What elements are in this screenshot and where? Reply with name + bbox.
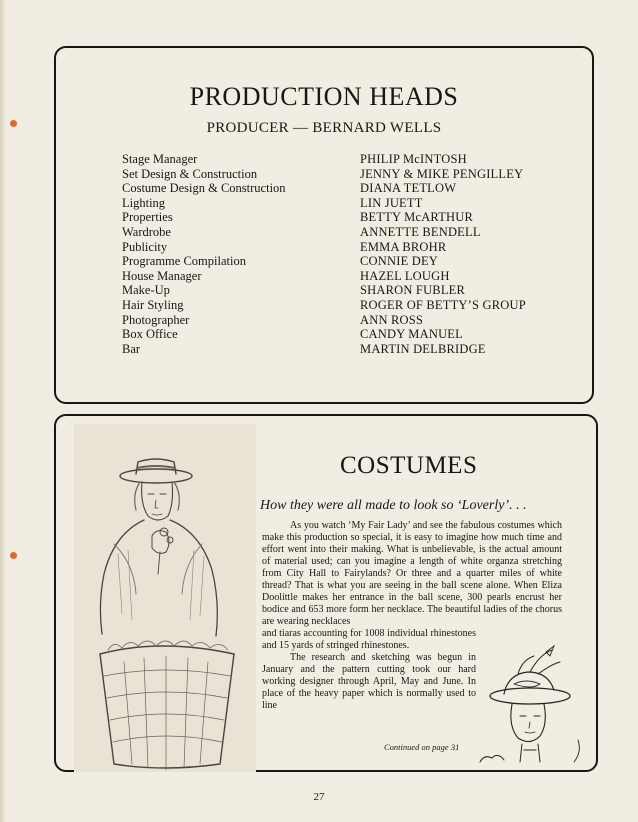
crew-row	[122, 283, 582, 298]
crew-name: JENNY & MIKE PENGILLEY	[360, 166, 524, 181]
crew-role: Set Design & Construction	[122, 166, 258, 181]
producer-line: PRODUCER — BERNARD WELLS	[206, 120, 442, 136]
crew-name: PHILIP McINTOSH	[360, 152, 467, 166]
crew-role: House Manager	[122, 268, 202, 283]
crew-name: CONNIE DEY	[360, 254, 439, 269]
crew-row	[122, 152, 582, 167]
article-paragraph: As you watch ‘My Fair Lady’ and see the fabulous costumes which make this production so special, it is easy to imagine how much time and effort went into their making. What is unbelievable, is the actual amount of material used; can you imagine a length of white organza stretching from City Hall to Fairylands? Or three and a quarter miles of white thread? That is what you are seeing in the ball scene alone. When Eliza Doolittle makes her entrance in the ball scene, 300 pearls encrust her bodice and 653 more form her necklace. The beautiful ladies of the chorus are wearing necklaces	[262, 520, 562, 627]
crew-role: Photographer	[122, 312, 190, 327]
flower-seller-sketch	[74, 424, 256, 772]
crew-role: Bar	[122, 341, 141, 356]
page-edge	[0, 0, 6, 822]
crew-row	[122, 225, 582, 240]
crew-role: Stage Manager	[122, 152, 198, 166]
crew-row	[122, 240, 582, 255]
crew-list	[122, 152, 582, 356]
crew-row	[122, 269, 582, 284]
crew-name: ROGER OF BETTY’S GROUP	[360, 297, 526, 312]
crew-row	[122, 196, 582, 211]
crew-role: Programme Compilation	[122, 254, 246, 269]
costumes-subtitle: How they were all made to look so ‘Loverly’. . .	[260, 498, 527, 513]
lady-in-hat-sketch	[478, 644, 586, 772]
crew-role: Wardrobe	[122, 224, 171, 239]
crew-role: Box Office	[122, 327, 178, 342]
costumes-panel	[54, 414, 598, 772]
production-heads-title: PRODUCTION HEADS	[189, 82, 459, 111]
article-paragraph: The research and sketching was begun in January and the pattern cutting took our hard working designer through April, May and June. In place of the heavy paper which is normally used to line	[262, 652, 476, 711]
crew-name: DIANA TETLOW	[360, 181, 457, 196]
crew-name: SHARON FUBLER	[360, 283, 466, 298]
crew-row	[122, 181, 582, 196]
continued-note: Continued on page 31	[384, 742, 460, 752]
crew-name: LIN JUETT	[360, 195, 423, 210]
crew-row	[122, 327, 582, 342]
binding-hole	[10, 120, 17, 127]
crew-name: HAZEL LOUGH	[360, 268, 450, 283]
production-heads-panel	[54, 46, 594, 404]
crew-role: Lighting	[122, 195, 166, 210]
crew-row	[122, 298, 582, 313]
costumes-title: COSTUMES	[340, 452, 478, 479]
crew-row	[122, 167, 582, 182]
crew-name: ANNETTE BENDELL	[360, 224, 481, 239]
crew-row	[122, 342, 582, 357]
crew-name: MARTIN DELBRIDGE	[360, 341, 486, 356]
crew-role: Publicity	[122, 239, 168, 254]
crew-role: Hair Styling	[122, 297, 184, 312]
crew-role: Costume Design & Construction	[122, 181, 286, 196]
crew-name: CANDY MANUEL	[360, 327, 463, 342]
article-paragraph-end: and tiaras accounting for 1008 individual rhinestones and 15 yards of stringed rhinestones.	[262, 628, 476, 651]
crew-row	[122, 313, 582, 328]
crew-name: ANN ROSS	[360, 312, 424, 327]
crew-name: BETTY McARTHUR	[360, 210, 474, 225]
crew-role: Make-Up	[122, 283, 170, 298]
crew-row	[122, 254, 582, 269]
binding-hole	[10, 552, 17, 559]
page-number: 27	[313, 791, 325, 803]
crew-row	[122, 210, 582, 225]
crew-name: EMMA BROHR	[360, 239, 447, 254]
crew-role: Properties	[122, 210, 173, 225]
